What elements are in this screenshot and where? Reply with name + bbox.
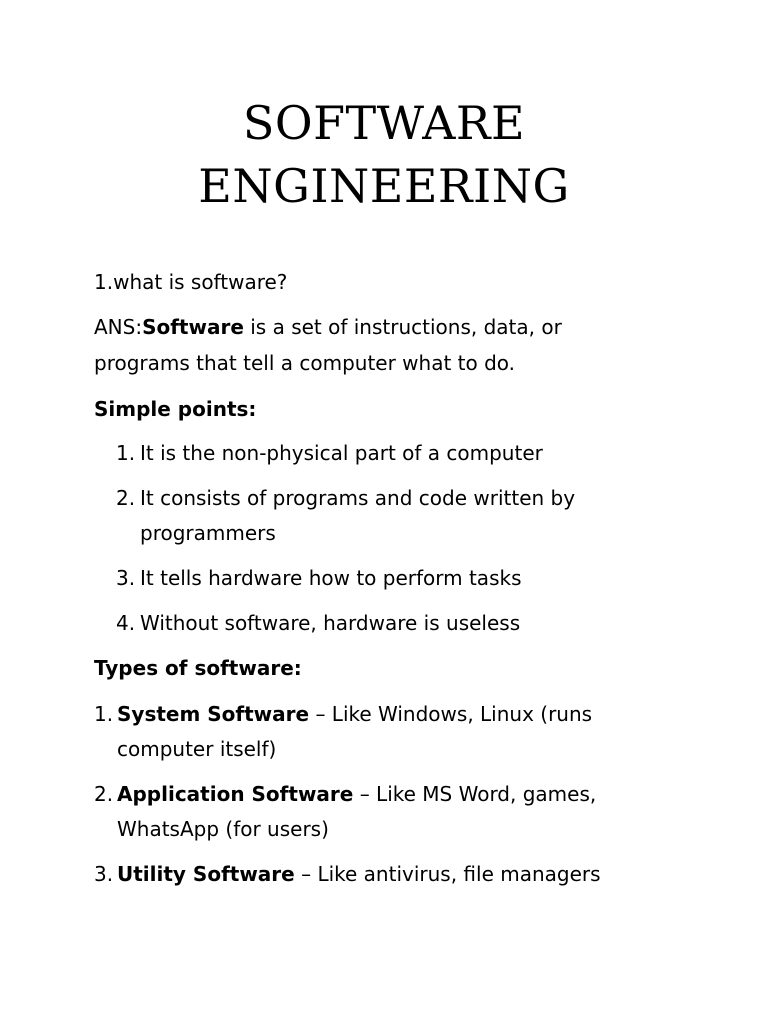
type-item-number: 3. (94, 862, 114, 886)
type-item-desc: – Like MS Word, games, (353, 782, 597, 806)
list-item-continuation: programmers (140, 521, 276, 545)
type-item-desc: – Like antivirus, file managers (294, 862, 601, 886)
list-item-number: 4. (116, 611, 136, 635)
type-item-continuation: computer itself) (117, 737, 277, 761)
answer-bold-term: Software (142, 315, 244, 339)
list-item-number: 1. (116, 441, 136, 465)
list-item: It is the non-physical part of a computer (140, 441, 543, 465)
list-item: It tells hardware how to perform tasks (140, 566, 522, 590)
list-item-number: 2. (116, 486, 136, 510)
type-item-number: 1. (94, 702, 114, 726)
answer-rest: is a set of instructions, data, or (243, 315, 562, 339)
type-item-number: 2. (94, 782, 114, 806)
list-item: Without software, hardware is useless (140, 611, 521, 635)
question-text: 1.what is software? (94, 270, 288, 294)
answer-line1 (94, 314, 562, 340)
types-heading: Types of software: (94, 656, 302, 680)
type-item (117, 861, 601, 887)
page-title-line2: ENGINEERING (198, 159, 570, 213)
type-item (117, 701, 592, 727)
list-item-number: 3. (116, 566, 136, 590)
type-item-desc: – Like Windows, Linux (runs (309, 702, 593, 726)
simple-points-heading: Simple points: (94, 397, 257, 421)
list-item: It consists of programs and code written by (140, 486, 576, 510)
page-title-line1: SOFTWARE (242, 96, 526, 150)
answer-prefix: ANS: (94, 315, 143, 339)
type-item (117, 781, 596, 807)
type-item-name: Application Software (117, 782, 354, 806)
type-item-continuation: WhatsApp (for users) (117, 817, 329, 841)
type-item-name: Utility Software (117, 862, 295, 886)
type-item-name: System Software (117, 702, 310, 726)
answer-line2: programs that tell a computer what to do. (94, 351, 516, 375)
